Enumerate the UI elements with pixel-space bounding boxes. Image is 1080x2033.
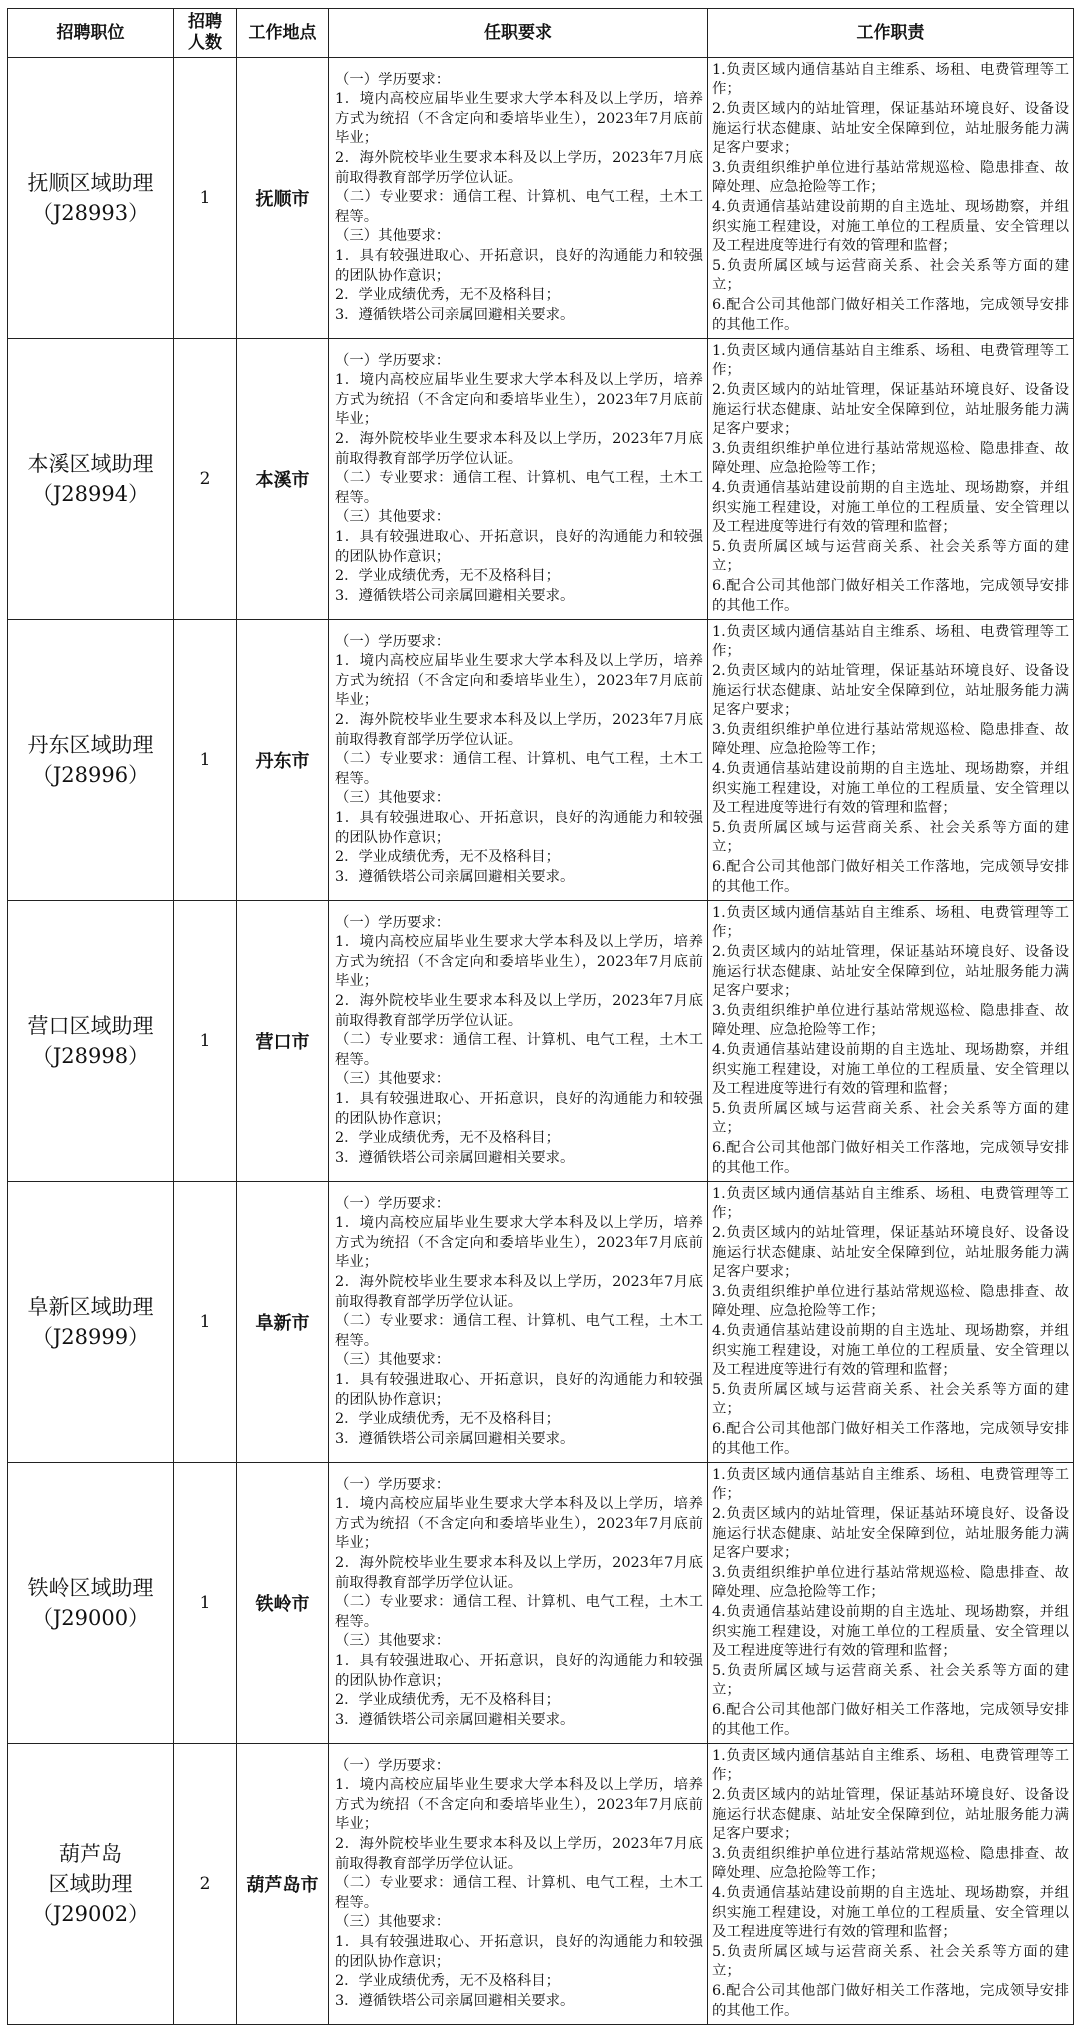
requirement-line: 2．学业成绩优秀，无不及格科目； [335, 1130, 561, 1147]
duties-cell [708, 339, 1074, 620]
duty-line: 3.负责组织维护单位进行基站常规巡检、隐患排查、故障处理、应急抢险等工作； [712, 1283, 1069, 1320]
requirement-line: 3．遵循铁塔公司亲属回避相关要求。 [335, 868, 575, 885]
position-cell [8, 1463, 174, 1744]
duty-line: 3.负责组织维护单位进行基站常规巡检、隐患排查、故障处理、应急抢险等工作； [712, 159, 1069, 196]
requirement-line: （一）学历要求： [335, 914, 451, 931]
position-cell [8, 58, 174, 339]
duty-line: 4.负责通信基站建设前期的自主选址、现场勘察，并组织实施工程建设，对施工单位的工程质量、安全管理以及工程进度等进行有效的管理和监督； [712, 1323, 1069, 1379]
requirement-line: 2．学业成绩优秀，无不及格科目； [335, 1973, 561, 1990]
duty-line: 5.负责所属区域与运营商关系、社会关系等方面的建立； [712, 1662, 1069, 1699]
duties-cell [708, 901, 1074, 1182]
duty-line: 6.配合公司其他部门做好相关工作落地，完成领导安排的其他工作。 [712, 1982, 1069, 2019]
location-cell: 本溪市 [237, 339, 329, 620]
table-row [8, 901, 1074, 1182]
requirement-line: 3．遵循铁塔公司亲属回避相关要求。 [335, 1149, 575, 1166]
position-cell [8, 339, 174, 620]
duties-cell [708, 1182, 1074, 1463]
requirement-line: （一）学历要求： [335, 1476, 451, 1493]
position-cell [8, 901, 174, 1182]
duty-line: 6.配合公司其他部门做好相关工作落地，完成领导安排的其他工作。 [712, 1701, 1069, 1738]
duty-line: 2.负责区域内的站址管理，保证基站环境良好、设备设施运行状态健康、站址安全保障到位，站址服务能力满足客户要求； [712, 382, 1069, 438]
requirements-cell [329, 1463, 708, 1744]
location-cell: 阜新市 [237, 1182, 329, 1463]
requirement-line: （一）学历要求： [335, 633, 451, 650]
duty-line: 2.负责区域内的站址管理，保证基站环境良好、设备设施运行状态健康、站址安全保障到位，站址服务能力满足客户要求； [712, 1506, 1069, 1562]
duty-line: 5.负责所属区域与运营商关系、社会关系等方面的建立； [712, 819, 1069, 856]
requirement-line: 2．海外院校毕业生要求本科及以上学历，2023年7月底前取得教育部学历学位认证。 [335, 431, 703, 467]
requirement-line: 2．学业成绩优秀，无不及格科目； [335, 1411, 561, 1428]
count-cell: 1 [174, 620, 237, 901]
requirement-line: （三）其他要求： [335, 1914, 451, 1931]
requirement-line: （二）专业要求：通信工程、计算机、电气工程，土木工程等。 [335, 1594, 703, 1630]
table-row [8, 620, 1074, 901]
requirement-line: 1．具有较强进取心、开拓意识，良好的沟通能力和较强的团队协作意识； [335, 528, 703, 565]
count-cell: 2 [174, 1744, 237, 2025]
requirement-line: 3．遵循铁塔公司亲属回避相关要求。 [335, 1430, 575, 1447]
duty-line: 5.负责所属区域与运营商关系、社会关系等方面的建立； [712, 1381, 1069, 1418]
position-title-cont: 区域助理 [48, 1872, 133, 1896]
duty-line: 4.负责通信基站建设前期的自主选址、现场勘察，并组织实施工程建设，对施工单位的工程质量、安全管理以及工程进度等进行有效的管理和监督； [712, 1885, 1069, 1941]
duty-line: 1.负责区域内通信基站自主维系、场租、电费管理等工作； [712, 623, 1069, 660]
position-code: （J28994） [31, 482, 150, 506]
requirement-line: 3．遵循铁塔公司亲属回避相关要求。 [335, 587, 575, 604]
requirement-line: 1．境内高校应届毕业生要求大学本科及以上学历，培养方式为统招（不含定向和委培毕业生），2023年7月底前毕业； [335, 934, 703, 990]
requirement-line: 2．学业成绩优秀，无不及格科目； [335, 287, 561, 304]
duty-line: 4.负责通信基站建设前期的自主选址、现场勘察，并组织实施工程建设，对施工单位的工程质量、安全管理以及工程进度等进行有效的管理和监督； [712, 1604, 1069, 1660]
position-code: （J28993） [31, 201, 150, 225]
table-row [8, 58, 1074, 339]
requirement-line: 1．境内高校应届毕业生要求大学本科及以上学历，培养方式为统招（不含定向和委培毕业生），2023年7月底前毕业； [335, 91, 703, 147]
header-duties: 工作职责 [708, 9, 1074, 58]
requirement-line: （二）专业要求：通信工程、计算机、电气工程，土木工程等。 [335, 1313, 703, 1349]
position-title: 铁岭区域助理 [27, 1576, 154, 1600]
position-cell [8, 1182, 174, 1463]
requirement-line: 1．具有较强进取心、开拓意识，良好的沟通能力和较强的团队协作意识； [335, 1371, 703, 1408]
duty-line: 3.负责组织维护单位进行基站常规巡检、隐患排查、故障处理、应急抢险等工作； [712, 1564, 1069, 1601]
requirement-line: 1．具有较强进取心、开拓意识，良好的沟通能力和较强的团队协作意识； [335, 1090, 703, 1127]
requirement-line: 1．境内高校应届毕业生要求大学本科及以上学历，培养方式为统招（不含定向和委培毕业生），2023年7月底前毕业； [335, 1215, 703, 1271]
duty-line: 6.配合公司其他部门做好相关工作落地，完成领导安排的其他工作。 [712, 296, 1069, 333]
position-title: 抚顺区域助理 [27, 171, 154, 195]
header-row [8, 9, 1074, 58]
header-location: 工作地点 [237, 9, 329, 58]
requirement-line: 1．境内高校应届毕业生要求大学本科及以上学历，培养方式为统招（不含定向和委培毕业生），2023年7月底前毕业； [335, 653, 703, 709]
table-row [8, 1744, 1074, 2025]
requirement-line: （二）专业要求：通信工程、计算机、电气工程，土木工程等。 [335, 1875, 703, 1911]
duty-line: 6.配合公司其他部门做好相关工作落地，完成领导安排的其他工作。 [712, 577, 1069, 614]
requirement-line: （三）其他要求： [335, 228, 451, 245]
duty-line: 1.负责区域内通信基站自主维系、场租、电费管理等工作； [712, 1466, 1069, 1503]
duty-line: 1.负责区域内通信基站自主维系、场租、电费管理等工作； [712, 1747, 1069, 1784]
duties-cell [708, 1744, 1074, 2025]
requirement-line: （二）专业要求：通信工程、计算机、电气工程，土木工程等。 [335, 1032, 703, 1068]
requirement-line: 1．境内高校应届毕业生要求大学本科及以上学历，培养方式为统招（不含定向和委培毕业生），2023年7月底前毕业； [335, 1777, 703, 1833]
duty-line: 2.负责区域内的站址管理，保证基站环境良好、设备设施运行状态健康、站址安全保障到位，站址服务能力满足客户要求； [712, 1787, 1069, 1843]
requirement-line: （一）学历要求： [335, 352, 451, 369]
requirement-line: 2．海外院校毕业生要求本科及以上学历，2023年7月底前取得教育部学历学位认证。 [335, 1274, 703, 1310]
requirement-line: 2．学业成绩优秀，无不及格科目； [335, 849, 561, 866]
requirement-line: （二）专业要求：通信工程、计算机、电气工程，土木工程等。 [335, 751, 703, 787]
requirements-cell [329, 901, 708, 1182]
duty-line: 5.负责所属区域与运营商关系、社会关系等方面的建立； [712, 1943, 1069, 1980]
count-cell: 1 [174, 58, 237, 339]
requirement-line: （一）学历要求： [335, 71, 451, 88]
header-requirements: 任职要求 [329, 9, 708, 58]
requirement-line: （一）学历要求： [335, 1195, 451, 1212]
requirement-line: （二）专业要求：通信工程、计算机、电气工程，土木工程等。 [335, 189, 703, 225]
requirement-line: 1．具有较强进取心、开拓意识，良好的沟通能力和较强的团队协作意识； [335, 1933, 703, 1970]
requirement-line: 1．具有较强进取心、开拓意识，良好的沟通能力和较强的团队协作意识； [335, 1652, 703, 1689]
requirement-line: 2．学业成绩优秀，无不及格科目； [335, 568, 561, 585]
requirement-line: 1．境内高校应届毕业生要求大学本科及以上学历，培养方式为统招（不含定向和委培毕业生），2023年7月底前毕业； [335, 1496, 703, 1552]
position-code: （J29002） [31, 1902, 150, 1926]
duty-line: 2.负责区域内的站址管理，保证基站环境良好、设备设施运行状态健康、站址安全保障到位，站址服务能力满足客户要求； [712, 1225, 1069, 1281]
position-code: （J28998） [31, 1044, 150, 1068]
requirement-line: （二）专业要求：通信工程、计算机、电气工程，土木工程等。 [335, 470, 703, 506]
requirements-cell [329, 58, 708, 339]
requirement-line: 2．海外院校毕业生要求本科及以上学历，2023年7月底前取得教育部学历学位认证。 [335, 712, 703, 748]
duty-line: 2.负责区域内的站址管理，保证基站环境良好、设备设施运行状态健康、站址安全保障到位，站址服务能力满足客户要求； [712, 944, 1069, 1000]
duty-line: 1.负责区域内通信基站自主维系、场租、电费管理等工作； [712, 342, 1069, 379]
duty-line: 3.负责组织维护单位进行基站常规巡检、隐患排查、故障处理、应急抢险等工作； [712, 440, 1069, 477]
duty-line: 2.负责区域内的站址管理，保证基站环境良好、设备设施运行状态健康、站址安全保障到位，站址服务能力满足客户要求； [712, 663, 1069, 719]
duty-line: 3.负责组织维护单位进行基站常规巡检、隐患排查、故障处理、应急抢险等工作； [712, 1002, 1069, 1039]
requirement-line: 3．遵循铁塔公司亲属回避相关要求。 [335, 1992, 575, 2009]
requirement-line: （三）其他要求： [335, 1633, 451, 1650]
table-row [8, 1463, 1074, 1744]
count-cell: 2 [174, 339, 237, 620]
requirement-line: 1．具有较强进取心、开拓意识，良好的沟通能力和较强的团队协作意识； [335, 809, 703, 846]
location-cell: 营口市 [237, 901, 329, 1182]
count-cell: 1 [174, 901, 237, 1182]
duty-line: 6.配合公司其他部门做好相关工作落地，完成领导安排的其他工作。 [712, 858, 1069, 895]
duty-line: 1.负责区域内通信基站自主维系、场租、电费管理等工作； [712, 61, 1069, 98]
position-title: 葫芦岛 [59, 1842, 122, 1866]
duty-line: 4.负责通信基站建设前期的自主选址、现场勘察，并组织实施工程建设，对施工单位的工程质量、安全管理以及工程进度等进行有效的管理和监督； [712, 199, 1069, 255]
duty-line: 4.负责通信基站建设前期的自主选址、现场勘察，并组织实施工程建设，对施工单位的工程质量、安全管理以及工程进度等进行有效的管理和监督； [712, 1042, 1069, 1098]
position-title: 本溪区域助理 [27, 452, 154, 476]
requirement-line: 2．海外院校毕业生要求本科及以上学历，2023年7月底前取得教育部学历学位认证。 [335, 1555, 703, 1591]
position-code: （J29000） [31, 1606, 150, 1630]
requirement-line: 3．遵循铁塔公司亲属回避相关要求。 [335, 1711, 575, 1728]
requirements-cell [329, 1182, 708, 1463]
requirement-line: （三）其他要求： [335, 1352, 451, 1369]
location-cell: 铁岭市 [237, 1463, 329, 1744]
requirement-line: 1．境内高校应届毕业生要求大学本科及以上学历，培养方式为统招（不含定向和委培毕业生），2023年7月底前毕业； [335, 372, 703, 428]
count-cell: 1 [174, 1182, 237, 1463]
header-count-text: 招聘人数 [188, 12, 222, 53]
requirement-line: 2．海外院校毕业生要求本科及以上学历，2023年7月底前取得教育部学历学位认证。 [335, 150, 703, 186]
duty-line: 3.负责组织维护单位进行基站常规巡检、隐患排查、故障处理、应急抢险等工作； [712, 1845, 1069, 1882]
duty-line: 5.负责所属区域与运营商关系、社会关系等方面的建立； [712, 538, 1069, 575]
requirement-line: 1．具有较强进取心、开拓意识，良好的沟通能力和较强的团队协作意识； [335, 247, 703, 284]
location-cell: 抚顺市 [237, 58, 329, 339]
requirement-line: 2．海外院校毕业生要求本科及以上学历，2023年7月底前取得教育部学历学位认证。 [335, 993, 703, 1029]
duty-line: 6.配合公司其他部门做好相关工作落地，完成领导安排的其他工作。 [712, 1139, 1069, 1176]
requirement-line: （三）其他要求： [335, 509, 451, 526]
position-title: 阜新区域助理 [27, 1295, 154, 1319]
requirement-line: （一）学历要求： [335, 1757, 451, 1774]
recruitment-table [7, 8, 1074, 2025]
requirement-line: （三）其他要求： [335, 790, 451, 807]
position-title: 丹东区域助理 [27, 733, 154, 757]
count-cell: 1 [174, 1463, 237, 1744]
position-cell [8, 620, 174, 901]
position-cell [8, 1744, 174, 2025]
duty-line: 1.负责区域内通信基站自主维系、场租、电费管理等工作； [712, 904, 1069, 941]
position-title: 营口区域助理 [27, 1014, 154, 1038]
duty-line: 5.负责所属区域与运营商关系、社会关系等方面的建立； [712, 1100, 1069, 1137]
position-code: （J28996） [31, 763, 150, 787]
requirements-cell [329, 1744, 708, 2025]
duty-line: 1.负责区域内通信基站自主维系、场租、电费管理等工作； [712, 1185, 1069, 1222]
requirement-line: 2．海外院校毕业生要求本科及以上学历，2023年7月底前取得教育部学历学位认证。 [335, 1836, 703, 1872]
requirements-cell [329, 339, 708, 620]
table-row [8, 339, 1074, 620]
requirements-cell [329, 620, 708, 901]
table-row [8, 1182, 1074, 1463]
duties-cell [708, 58, 1074, 339]
requirement-line: 2．学业成绩优秀，无不及格科目； [335, 1692, 561, 1709]
duties-cell [708, 620, 1074, 901]
duty-line: 2.负责区域内的站址管理，保证基站环境良好、设备设施运行状态健康、站址安全保障到位，站址服务能力满足客户要求； [712, 101, 1069, 157]
duty-line: 3.负责组织维护单位进行基站常规巡检、隐患排查、故障处理、应急抢险等工作； [712, 721, 1069, 758]
header-count [174, 9, 237, 58]
position-code: （J28999） [31, 1325, 150, 1349]
duty-line: 4.负责通信基站建设前期的自主选址、现场勘察，并组织实施工程建设，对施工单位的工程质量、安全管理以及工程进度等进行有效的管理和监督； [712, 480, 1069, 536]
duty-line: 4.负责通信基站建设前期的自主选址、现场勘察，并组织实施工程建设，对施工单位的工程质量、安全管理以及工程进度等进行有效的管理和监督； [712, 761, 1069, 817]
requirement-line: （三）其他要求： [335, 1071, 451, 1088]
duties-cell [708, 1463, 1074, 1744]
location-cell: 丹东市 [237, 620, 329, 901]
header-position: 招聘职位 [8, 9, 174, 58]
duty-line: 6.配合公司其他部门做好相关工作落地，完成领导安排的其他工作。 [712, 1420, 1069, 1457]
duty-line: 5.负责所属区域与运营商关系、社会关系等方面的建立； [712, 257, 1069, 294]
location-cell: 葫芦岛市 [237, 1744, 329, 2025]
requirement-line: 3．遵循铁塔公司亲属回避相关要求。 [335, 306, 575, 323]
